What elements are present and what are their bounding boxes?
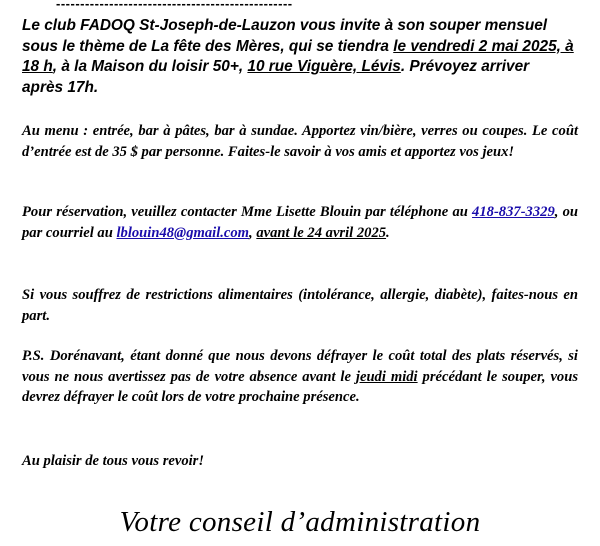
phone-link[interactable]: 418-837-3329 bbox=[472, 204, 555, 220]
ps-paragraph bbox=[22, 346, 578, 408]
ps-text-2: précédant le souper, vous devrez défrayer le coût lors de votre prochaine présence. bbox=[22, 368, 579, 405]
ps-deadline: jeudi midi bbox=[355, 368, 418, 385]
reservation-text-1: Pour réservation, veuillez contacter Mme Lisette Blouin par téléphone au bbox=[22, 204, 473, 220]
closing-line: Au plaisir de tous vous revoir! bbox=[22, 453, 205, 469]
menu-paragraph: Au menu : entrée, bar à pâtes, bar à sundae. Apportez vin/bière, verres ou coupes. Le coût d’entrée est de 35 $ par personne. Faites-le savoir à vos amis et apportez vos jeux! bbox=[22, 123, 578, 160]
intro-text-2: , à la Maison du loisir 50+, bbox=[52, 58, 248, 75]
top-dash-rule: ------------------------------------------------- bbox=[56, 0, 293, 11]
reservation-text-4: . bbox=[386, 224, 390, 241]
restrictions-paragraph: Si vous souffrez de restrictions alimentaires (intolérance, allergie, diabète), faites-nous en part. bbox=[22, 287, 578, 324]
reservation-text-3: , bbox=[249, 224, 257, 241]
intro-paragraph bbox=[22, 16, 574, 98]
reservation-deadline: avant le 24 avril 2025 bbox=[256, 224, 387, 241]
event-address: 10 rue Viguère, Lévis bbox=[247, 58, 401, 75]
signature: Votre conseil d’administration bbox=[119, 506, 481, 538]
reservation-text-2: , ou par courriel au bbox=[22, 204, 578, 241]
email-link[interactable]: lblouin48@gmail.com bbox=[116, 224, 250, 241]
ps-text-1: P.S. Dorénavant, étant donné que nous devons défrayer le coût total des plats réservés, si vous ne nous avertissez pas de votre absence avant le bbox=[22, 348, 578, 385]
intro-text-3: . Prévoyez arriver après 17h. bbox=[22, 58, 530, 96]
event-date: le vendredi 2 mai 2025, à 18 h bbox=[22, 37, 574, 75]
intro-text-1: Le club FADOQ St-Joseph-de-Lauzon vous invite à son souper mensuel sous le thème de La fête des Mères, qui se tiendra bbox=[22, 17, 548, 55]
reservation-paragraph bbox=[22, 202, 578, 243]
